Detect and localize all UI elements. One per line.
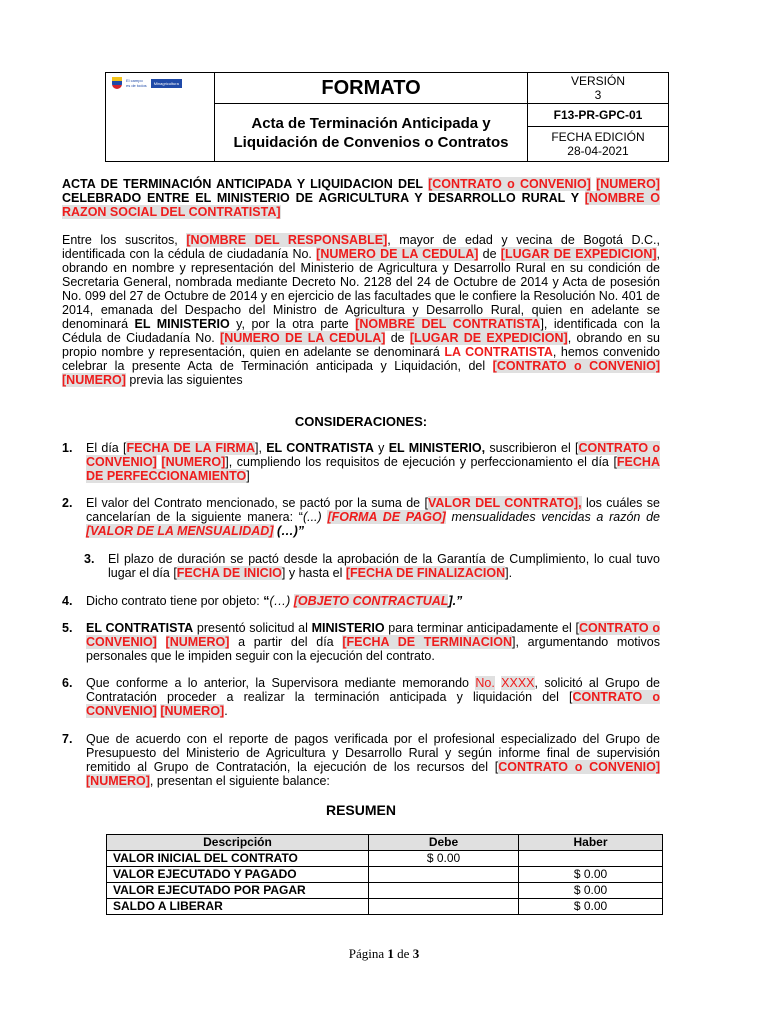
table-row: SALDO A LIBERAR $ 0.00 <box>107 899 663 915</box>
table-row: VALOR EJECUTADO POR PAGAR $ 0.00 <box>107 883 663 899</box>
version-cell: VERSIÓN 3 <box>528 73 669 104</box>
document-code: F13-PR-GPC-01 <box>528 104 669 127</box>
column-header: Descripción <box>107 835 369 851</box>
table-header-row <box>107 835 663 851</box>
consideracion-3: 3. El plazo de duración se pactó desde la aprobación de la Garantía de Cumplimiento, lo cual tuvo lugar el día [FECHA DE INICIO] y hasta el [FECHA DE FINALIZACION]. <box>84 552 660 580</box>
consideracion-7: 7. Que de acuerdo con el reporte de pagos verificada por el profesional especializado del Grupo de Presupuesto del Ministerio de Agricultura y Desarrollo Rural y según informe final de supervisión remitido al Grupo de Contratación, la ejecución de los recursos del [CONTRATO o CONVENIO] [NUMERO], presentan el siguiente balance: <box>62 732 660 788</box>
acta-heading: ACTA DE TERMINACIÓN ANTICIPADA Y LIQUIDACION DEL [CONTRATO o CONVENIO] [NUMERO] CELEBRADO ENTRE EL MINISTERIO DE AGRICULTURA Y DESARROLLO RURAL Y [NOMBRE O RAZON SOCIAL DEL CONTRATISTA] <box>62 177 660 219</box>
document-title: Acta de Terminación Anticipada y Liquidación de Convenios o Contratos <box>215 104 528 162</box>
table-row: VALOR EJECUTADO Y PAGADO $ 0.00 <box>107 867 663 883</box>
coat-of-arms-icon <box>112 77 122 89</box>
consideraciones-heading: CONSIDERACIONES: <box>294 414 428 429</box>
opening-paragraph: Entre los suscritos, [NOMBRE DEL RESPONSABLE], mayor de edad y vecina de Bogotá D.C., identificada con la cédula de ciudadanía No. [NUMERO DE LA CEDULA] de [LUGAR DE EXPEDICION], obrando en nombre y representación del Ministerio de Agricultura y Desarrollo Rural en su condición de Secretaria General, nombrada mediante Decreto No. 2128 del 24 de Octubre de 2014 y Acta de posesión No. 099 del 27 de Octubre de 2014 y en ejercicio de las facultades que le confiere la Resolución No. 401 de 2014, emanada del Despacho del Ministro de Agricultura y Desarrollo Rural, quien en adelante se denominará EL MINISTERIO y, por la otra parte [NOMBRE DEL CONTRATISTA], identificada con la Cédula de Ciudadanía No. [NUMERO DE LA CEDULA] de [LUGAR DE EXPEDICION], obrando en su propio nombre y representación, quien en adelante se denominará LA CONTRATISTA, hemos convenido celebrar la presente Acta de Terminación anticipada y Liquidación, del [CONTRATO o CONVENIO] [NUMERO] previa las siguientes <box>62 233 660 387</box>
consideracion-5: 5. EL CONTRATISTA presentó solicitud al MINISTERIO para terminar anticipadamente el [CONTRATO o CONVENIO] [NUMERO] a partir del día [FECHA DE TERMINACION], argumentando motivos personales que le impiden seguir con la ejecución del contrato. <box>62 621 660 663</box>
ministry-logo: El campo es de todos Minagricultura <box>106 73 214 89</box>
logo-ministry-label: Minagricultura <box>151 79 182 88</box>
column-header: Haber <box>519 835 663 851</box>
edition-date-cell: FECHA EDICIÓN 28-04-2021 <box>528 127 669 162</box>
consideracion-4: 4. Dicho contrato tiene por objeto: “(…) [OBJETO CONTRACTUAL].” <box>62 594 463 608</box>
page-number: Página 1 de 3 <box>348 946 420 961</box>
formato-heading: FORMATO <box>215 73 528 104</box>
resumen-table <box>106 834 663 915</box>
resumen-heading: RESUMEN <box>325 802 396 818</box>
consideracion-1: 1. El día [FECHA DE LA FIRMA], EL CONTRATISTA y EL MINISTERIO, suscribieron el [CONTRATO o CONVENIO] [NUMERO]], cumpliendo los requisitos de ejecución y perfeccionamiento el día [FECHA DE PERFECCIONAMIENTO] <box>62 441 661 483</box>
logo-cell <box>106 73 215 162</box>
column-header: Debe <box>369 835 519 851</box>
consideracion-2: 2. El valor del Contrato mencionado, se pactó por la suma de [VALOR DEL CONTRATO], los cuáles se cancelarían de la siguiente manera: “(...) [FORMA DE PAGO] mensualidades vencidas a razón de [VALOR DE LA MENSUALIDAD] (…)” <box>62 496 661 538</box>
header-table <box>105 72 669 162</box>
table-row: VALOR INICIAL DEL CONTRATO $ 0.00 <box>107 851 663 867</box>
consideracion-6: 6. Que conforme a lo anterior, la Supervisora mediante memorando No. XXXX, solicitó al Grupo de Contratación proceder a realizar la terminación anticipada y liquidación del [CONTRATO o CONVENIO] [NUMERO]. <box>62 676 660 718</box>
